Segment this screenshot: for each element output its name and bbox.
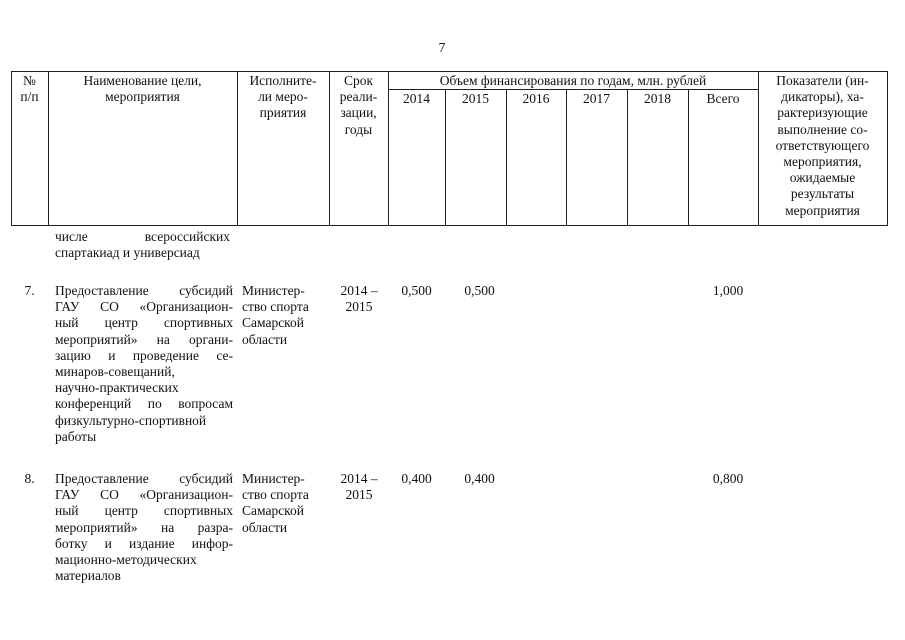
header-bottom-border bbox=[11, 225, 888, 226]
header-funding: Объем финансирования по годам, млн. рублей bbox=[439, 73, 707, 88]
header-year-2018: 2018 bbox=[644, 91, 671, 106]
table-top-border bbox=[11, 71, 888, 72]
header-year-2016: 2016 bbox=[522, 91, 550, 106]
row-value-2015: 0,400 bbox=[464, 471, 495, 486]
header-total: Всего bbox=[706, 91, 740, 106]
row-total: 0,800 bbox=[712, 471, 744, 486]
row-number: 7. bbox=[24, 283, 35, 298]
row-name: Предоставление субсидий ГАУ СО «Организацион- ный центр спортивных мероприятий» на органи- зацию и проведение се- минаров-совещаний, научно-практических конференций по вопросам физкультурно-спортивной работы bbox=[55, 283, 233, 444]
header-name: Наименование цели, мероприятия bbox=[83, 73, 202, 105]
row-name: Предоставление субсидий ГАУ СО «Организацион- ный центр спортивных мероприятий» на разра- ботку и издание инфор- мационно-методических материалов bbox=[55, 471, 233, 584]
header-executor: Исполните- ли меро- приятия bbox=[249, 73, 317, 121]
header-year-2017: 2017 bbox=[583, 91, 610, 106]
row-executor: Министер- ство спорта Самарской области bbox=[242, 471, 309, 535]
row-value-2015: 0,500 bbox=[464, 283, 495, 298]
header-year-2014: 2014 bbox=[403, 91, 430, 106]
header-term: Срок реали- зации, годы bbox=[339, 73, 378, 137]
row-executor: Министер- ство спорта Самарской области bbox=[242, 283, 309, 347]
page-number: 7 bbox=[438, 40, 446, 55]
header-indicators: Показатели (ин- дикаторы), ха- рактеризующие выполнение со- ответствующего мероприятия, ожидаемые результаты мероприятия bbox=[775, 73, 870, 218]
row-value-2014: 0,500 bbox=[401, 283, 432, 298]
header-year-2015: 2015 bbox=[462, 91, 489, 106]
row-number: 8. bbox=[24, 471, 35, 486]
row-value-2014: 0,400 bbox=[401, 471, 432, 486]
header-num: № п/п bbox=[20, 73, 39, 105]
continuation-text: числе всероссийских спартакиад и универсиад bbox=[55, 229, 230, 260]
row-total: 1,000 bbox=[712, 283, 744, 298]
funding-subheader-line bbox=[388, 89, 758, 90]
row-term: 2014 – 2015 bbox=[340, 283, 378, 315]
row-term: 2014 – 2015 bbox=[340, 471, 378, 503]
